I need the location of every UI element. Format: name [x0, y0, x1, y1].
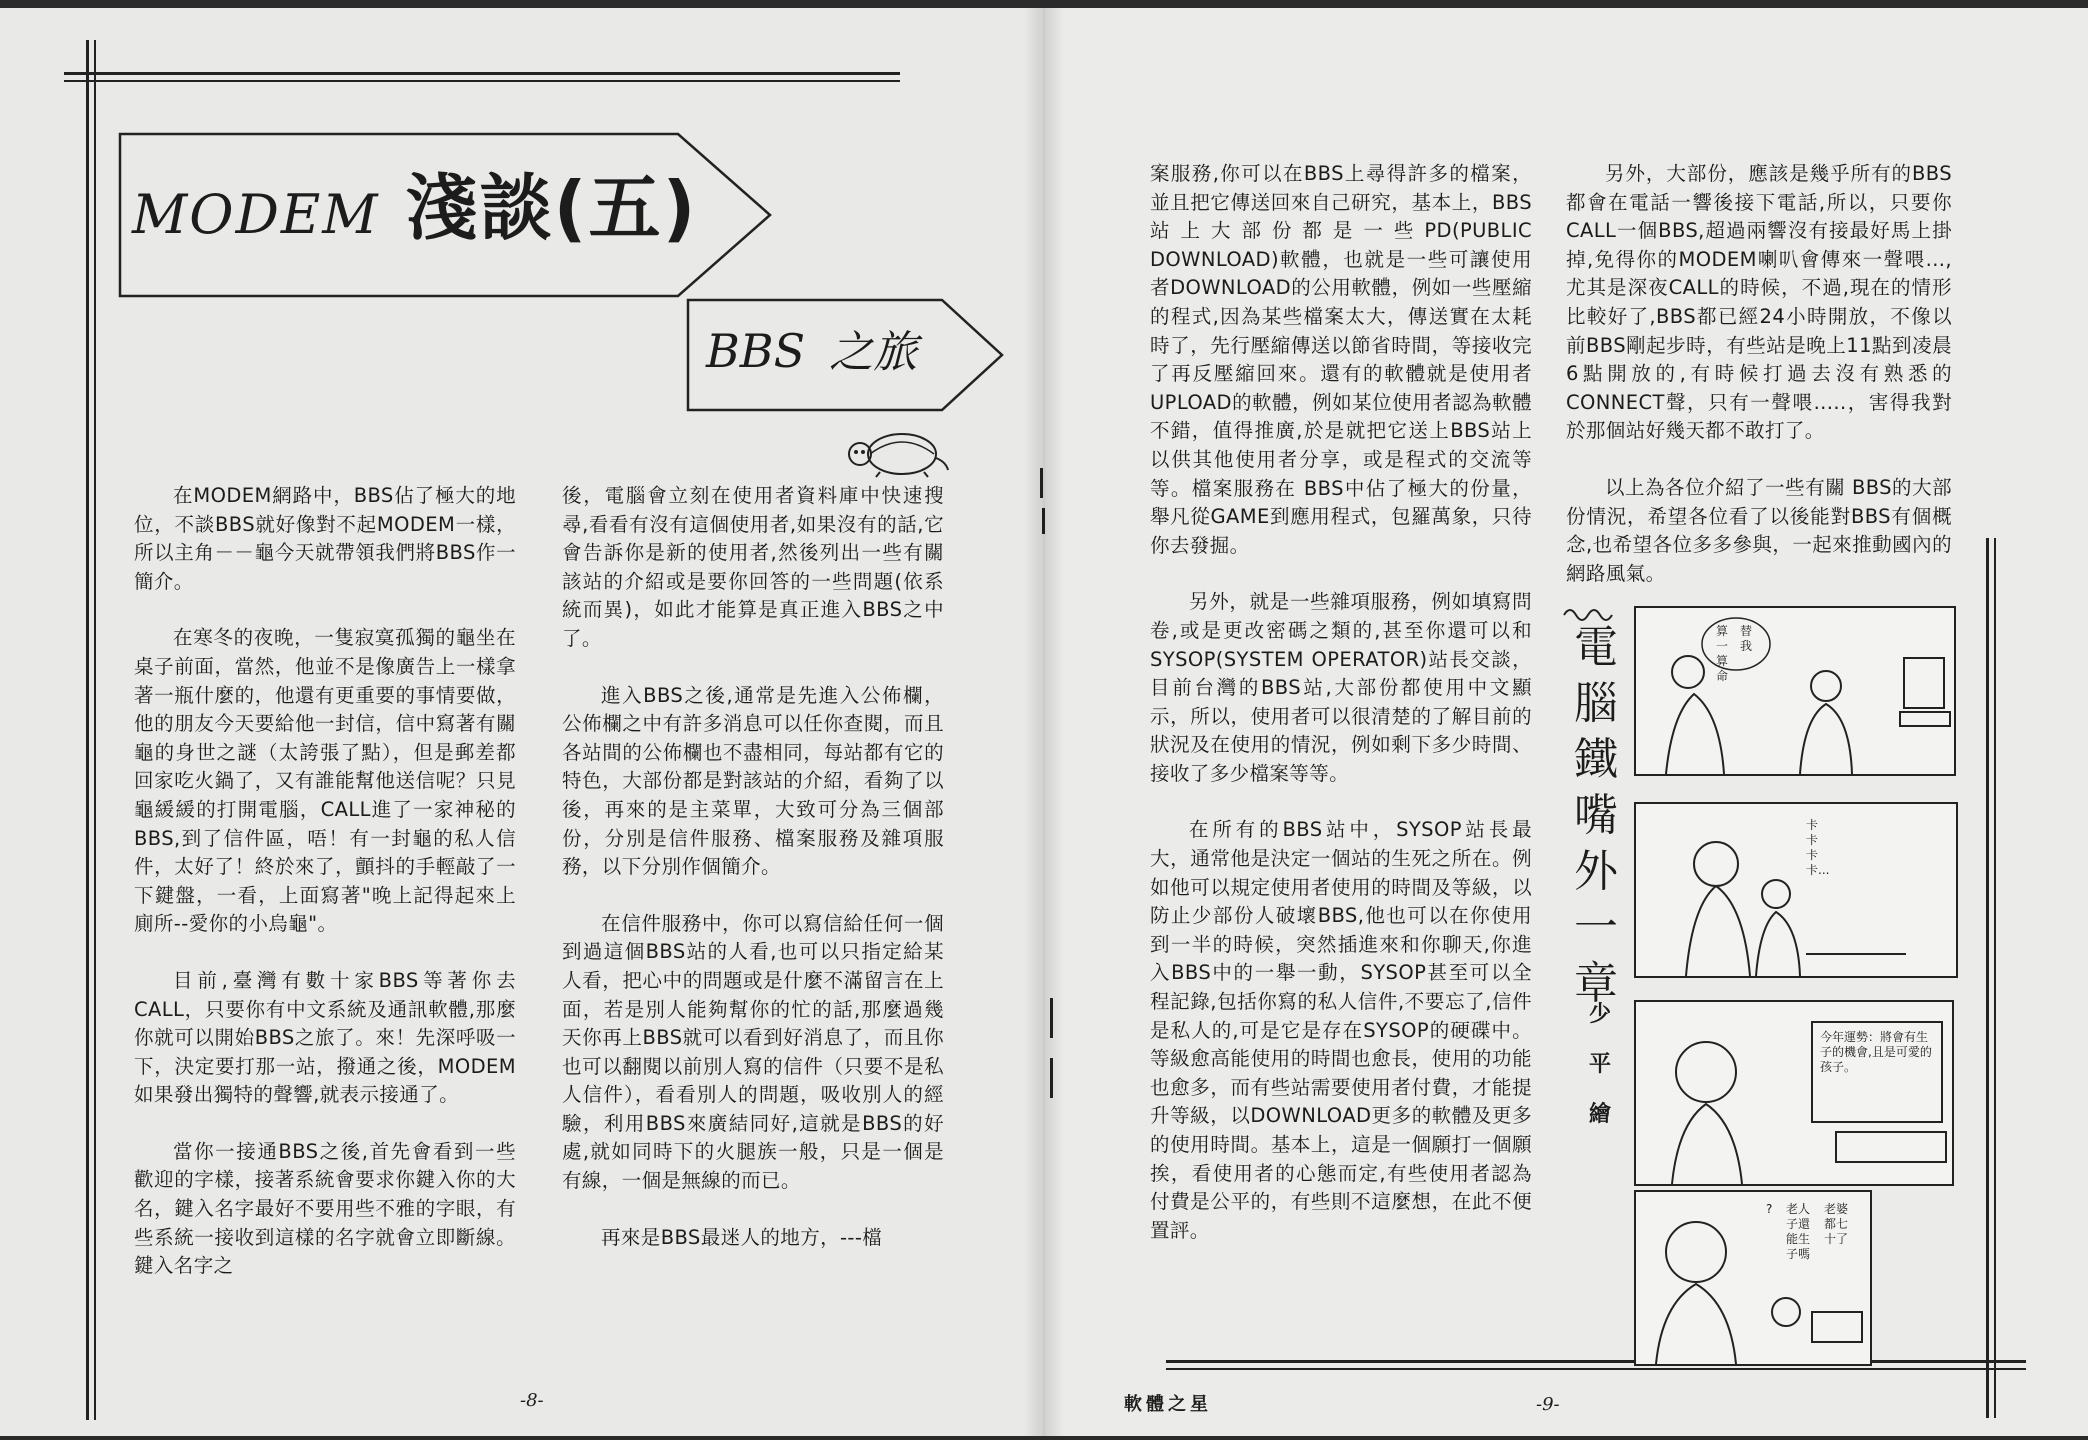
- comic-panel-2: [1634, 802, 1958, 978]
- turtle-icon: [840, 424, 952, 478]
- right-vertical-rule-b: [1994, 538, 1996, 1418]
- paragraph: 進入BBS之後,通常是先進入公佈欄，公佈欄之中有許多消息可以任你查閱，而且各站間的公佈欄也不盡相同，每站都有它的特色，大部份都是對該站的介紹，看夠了以後，再來的是主菜單，大致可分為三個部份，分別是信件服務、檔案服務及雜項服務，以下分別作個簡介。: [562, 683, 944, 879]
- magazine-name: 軟體之星: [1124, 1394, 1212, 1415]
- paragraph: 另外，就是一些雜項服務，例如填寫問卷,或是更改密碼之類的,甚至你還可以和SYSOP(SYSTEM OPERATOR)站長交談，目前台灣的BBS站,大部份都使用中文顯示，所以，使用者可以很清楚的了解目前的狀況及在使用的情況，例如剩下多少時間、接收了多少檔案等等。: [1150, 590, 1532, 785]
- paragraph: 在所有的BBS站中，SYSOP站長最大，通常他是決定一個站的生死之所在。例如他可以規定使用者使用的時間及等級，以防止少部份人破壞BBS,他也可以在你使用到一半的時候，突然插進來和你聊天,你進入BBS中的一舉一動，SYSOP甚至可以全程記錄,包括你寫的私人信件,不要忘了,信件是私人的,可是它是存在SYSOP的硬碟中。等級愈高能使用的時間也愈長，使用的功能也愈多，而有些站需要使用者付費，才能提升等級，以DOWNLOAD更多的軟體及更多的使用時間。基本上，這是一個願打一個願挨，看使用者的心態而定,有些使用者認為付費是公平的，有些則不這麼想，在此不便置評。: [1150, 818, 1532, 1242]
- left-vertical-rule-b: [94, 40, 96, 1420]
- article-title: [132, 166, 698, 250]
- comic-panel-1: [1634, 606, 1956, 776]
- comic-author: 少平繪: [1588, 1002, 1611, 1127]
- right-vertical-rule-a: [1986, 538, 1989, 1418]
- book-gutter: [1024, 8, 1064, 1436]
- article-subtitle: [706, 324, 918, 378]
- right-column-2: [1566, 160, 1952, 616]
- panel4-speech: 老人子還能生子嗎: [1786, 1202, 1811, 1261]
- paragraph: 以上為各位介紹了一些有關 BBS的大部份情況，希望各位看了以後能對BBS有個概念,也希望各位多多參與，一起來推動國內的網路風氣。: [1566, 475, 1952, 585]
- subtitle-banner: [686, 298, 1006, 412]
- panel2-sound: 卡卡卡卡...: [1806, 818, 1830, 877]
- comic-title: 電腦鐵嘴外一章: [1574, 622, 1618, 1009]
- paragraph: 另外，大部份，應該是幾乎所有的BBS都會在電話一響後接下電話,所以，只要你CALL一個BBS,超過兩響沒有接最好馬上掛掉,免得你的MODEM喇叭會傳來一聲喂...,尤其是深夜CALL的時候，不過,現在的情形比較好了,BBS都已經24小時開放，不像以前BBS剛起步時，有些站是晚上11點到凌晨6點開放的,有時候打過去沒有熟悉的CONNECT聲，只有一聲喂.....，害得我對於那個站好幾天都不敢打了。: [1566, 162, 1952, 443]
- bottom-rule-b: [1166, 1368, 2026, 1370]
- subtitle-cjk: 之旅: [829, 327, 918, 378]
- left-column-2: [562, 482, 944, 1280]
- paragraph: 案服務,你可以在BBS上尋得許多的檔案，並且把它傳送回來自己研究，基本上，BBS站上大部份都是一些PD(PUBLIC DOWNLOAD)軟體，也就是一些可讓使用者DOWNLOAD的公用軟體，例如一些壓縮的程式,因為某些檔案太大，傳送實在太耗時了，先行壓縮傳送以節省時間，等接收完了再反壓縮回來。還有的軟體就是使用者UPLOAD的軟體，例如某位使用者認為軟體不錯，值得推廣,於是就把它送上BBS站上以供其他使用者分享，或是程式的交流等等。檔案服務在 BBS中佔了極大的份量，舉凡從GAME到應用程式，包羅萬象，只待你去發掘。: [1150, 162, 1532, 557]
- paragraph: 在信件服務中，你可以寫信給任何一個到過這個BBS站的人看,也可以只指定給某人看，把心中的問題或是什麼不滿留言在上面，若是別人能夠幫你的忙的話,那麼過幾天你再上BBS就可以看到好消息了，而且你也可以翻閱以前別人寫的信件（只要不是私人信件），看看別人的問題，吸收別人的經驗，利用BBS來廣結同好,這就是BBS的好處,就如同時下的火腿族一般，只是一個是有線，一個是無線的而已。: [562, 911, 944, 1193]
- paragraph: 在MODEM網路中，BBS佔了極大的地位，不談BBS就好像對不起MODEM一樣，所以主角－－龜今天就帶領我們將BBS作一簡介。: [134, 484, 516, 593]
- title-cjk: 淺談(五): [405, 166, 698, 250]
- page-number-left: -8-: [520, 1390, 544, 1411]
- comic-panel-4: [1634, 1190, 1872, 1366]
- bottom-rule-a: [1166, 1360, 2026, 1363]
- top-rule-double-a: [64, 72, 900, 75]
- panel4-speech-2: 老婆都七十了: [1824, 1202, 1849, 1246]
- paragraph: 在寒冬的夜晚，一隻寂寞孤獨的龜坐在桌子前面，當然，他並不是像廣告上一樣拿著一瓶什麼的，他還有更重要的事情要做，他的朋友今天要給他一封信，信中寫著有關龜的身世之謎（太誇張了點），但是郵差都回家吃火鍋了，又有誰能幫他送信呢？只見龜緩緩的打開電腦，CALL進了一家神秘的BBS,到了信件區，唔！有一封龜的私人信件，太好了！終於來了，顫抖的手輕敲了一下鍵盤，一看，上面寫著"晚上記得起來上廁所--愛你的小烏龜"。: [134, 626, 516, 936]
- left-page: [0, 8, 1040, 1436]
- comic-panel-3: [1634, 1000, 1954, 1186]
- paragraph: 目前,臺灣有數十家BBS等著你去CALL，只要你有中文系統及通訊軟體,那麼你就可以開始BBS之旅了。來！先深呼吸一下，決定要打那一站，撥通之後，MODEM如果發出獨特的聲響,就表示接通了。: [134, 968, 516, 1107]
- top-rule-double-b: [64, 80, 900, 82]
- left-vertical-rule-a: [86, 40, 89, 1420]
- fortune-teller-scene: [1636, 608, 1954, 774]
- right-column-1: [1150, 160, 1532, 1273]
- left-column-1: [134, 482, 516, 1309]
- typing-scene: [1636, 804, 1956, 976]
- subtitle-latin: BBS: [706, 324, 806, 378]
- paragraph: 當你一接通BBS之後,首先會看到一些歡迎的字樣，接著系統會要求你鍵入你的大名，鍵入名字最好不要用些不雅的字眼，有些系統一接收到這樣的名字就會立即斷線。鍵入名字之: [134, 1139, 516, 1278]
- title-banner: [118, 132, 774, 298]
- title-latin: MODEM: [132, 183, 380, 246]
- page-number-right: -9-: [1536, 1394, 1560, 1415]
- panel1-speech-2: 替我: [1740, 624, 1753, 653]
- panel3-screen-text: 今年運勢：將會有生子的機會,且是可愛的孩子。: [1820, 1030, 1932, 1074]
- paragraph: 後，電腦會立刻在使用者資料庫中快速搜尋,看看有沒有這個使用者,如果沒有的話,它會告訴你是新的使用者,然後列出一些有關該站的介紹或是要你回答的一些問題(依系統而異)，如此才能算是真正進入BBS之中了。: [562, 484, 944, 650]
- panel1-speech: 算一算命: [1716, 624, 1729, 683]
- squiggle-decoration: [1560, 600, 1630, 630]
- paragraph: 再來是BBS最迷人的地方，---檔: [601, 1225, 883, 1249]
- panel4-question: ?: [1766, 1202, 1773, 1216]
